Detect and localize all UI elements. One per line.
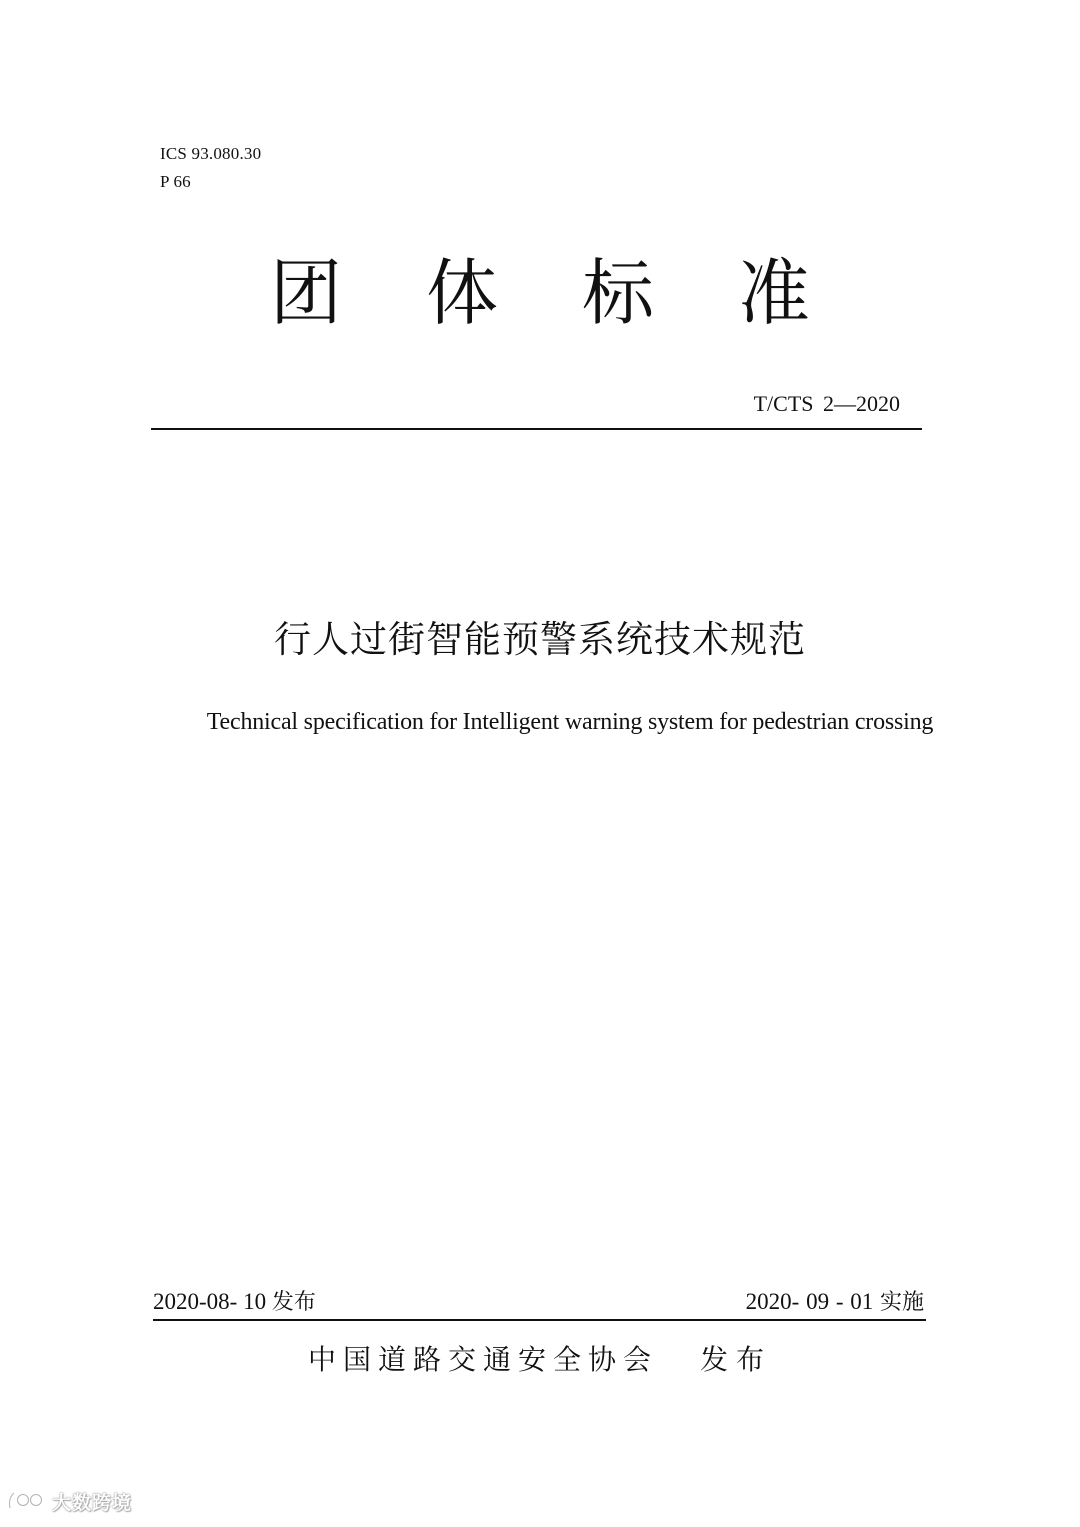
document-title-chinese: 行人过街智能预警系统技术规范: [274, 618, 806, 661]
standard-type-heading: 团体标准: [269, 251, 894, 335]
implementation-date-value: 2020- 09 - 01: [745, 1289, 874, 1314]
ics-code: ICS 93.080.30: [160, 144, 262, 163]
issue-date-label: 发布: [271, 1290, 316, 1315]
issuing-organization: [0, 1338, 1080, 1382]
ccs-code: P 66: [160, 172, 191, 191]
watermark-text: 大数跨境: [52, 1491, 133, 1514]
document-title-english: Technical specification for Intelligent warning system for pedestrian crossing: [206, 709, 934, 735]
issue-date: [153, 1286, 316, 1319]
issuer-name: 中国道路交通安全协会: [307, 1343, 658, 1376]
header-divider: [151, 428, 922, 430]
issue-date-value: 2020-08- 10: [153, 1289, 267, 1314]
standard-number: T/CTS 2—2020: [753, 391, 900, 416]
footer-divider: [153, 1319, 926, 1321]
implementation-date-label: 实施: [879, 1290, 924, 1315]
watermark: [6, 1486, 132, 1516]
issuer-action: 发布: [700, 1343, 773, 1376]
implementation-date: [746, 1286, 924, 1319]
watermark-logo-icon: [6, 1488, 48, 1514]
